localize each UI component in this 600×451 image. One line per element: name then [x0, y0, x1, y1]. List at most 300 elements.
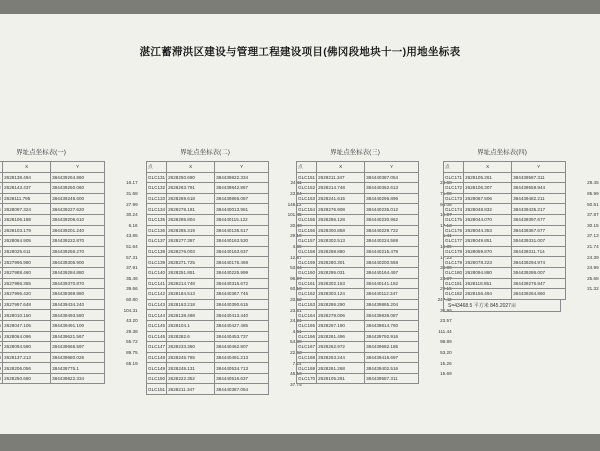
distance-cell: 35.46 — [105, 273, 139, 284]
y-coordinate-cell: 384439208.610 — [51, 214, 105, 225]
x-coordinate-cell: 2628303.124 — [317, 289, 365, 300]
x-coordinate-cell: 2628048.832 — [464, 204, 512, 215]
distance-cell: 38.89 — [419, 262, 453, 273]
distance-cell: 16.39 — [419, 241, 453, 252]
y-coordinate-cell: 384439331.007 — [512, 236, 566, 247]
distance-cell: 16.17 — [105, 178, 139, 189]
distance-cell: 7.14 — [269, 358, 303, 369]
table-title: 界址点坐标表(四) — [477, 149, 527, 156]
y-coordinate-cell: 384440534.713 — [215, 363, 269, 374]
y-coordinate-cell: 384440135.517 — [215, 225, 269, 236]
point-id-cell: GLC155 — [297, 214, 317, 225]
distance-cell: 50.51 — [566, 199, 600, 210]
distance-cell: 30.24 — [105, 209, 139, 220]
point-id-cell: GLC142 — [147, 289, 167, 300]
x-coordinate-cell: 2628261.268 — [317, 363, 365, 374]
x-coordinate-cell: 2628285.319 — [167, 225, 215, 236]
x-coordinate-cell: 2628280.301 — [317, 257, 365, 268]
point-id-cell: GLC166 — [297, 331, 317, 342]
y-coordinate-cell: 384439482.211 — [512, 193, 566, 204]
y-coordinate-cell: 384439227.620 — [51, 204, 105, 215]
point-id-cell: GLC158 — [297, 246, 317, 257]
point-id-cell: GLC157 — [297, 236, 317, 247]
distance-cell: 15.26 — [419, 358, 453, 369]
coordinate-table-2 — [146, 148, 303, 395]
header-y: Y — [51, 162, 105, 173]
y-coordinate-cell: 384440390.615 — [215, 299, 269, 310]
point-id-cell: GLC169 — [297, 363, 317, 374]
point-id-cell: GLC138 — [147, 246, 167, 257]
y-coordinate-cell: 384439264.860 — [51, 172, 105, 183]
x-coordinate-cell: 2628106.188 — [3, 214, 51, 225]
distance-cell: 25.68 — [566, 273, 600, 284]
distance-cell: 17.23 — [419, 252, 453, 263]
y-coordinate-cell: 384440215.478 — [365, 246, 419, 257]
point-id-cell: GLC151 — [147, 384, 167, 395]
y-coordinate-cell: 384439587.311 — [512, 172, 566, 183]
point-id-cell: GLC134 — [147, 204, 167, 215]
distance-cell: 24.11 — [269, 178, 303, 189]
distance-cell: 51.64 — [105, 241, 139, 252]
point-id-cell: GLC152 — [297, 183, 317, 194]
distance-cell: 29.38 — [105, 326, 139, 337]
distance-cell: 104.31 — [105, 305, 139, 316]
y-coordinate-cell: 384440462.807 — [215, 342, 269, 353]
y-coordinate-cell: 384439402.516 — [365, 363, 419, 374]
y-coordinate-cell: 384439370.870 — [51, 278, 105, 289]
x-coordinate-cell: 2627986.355 — [3, 278, 51, 289]
x-coordinate-cell: 2628064.096 — [3, 331, 51, 342]
x-coordinate-cell: 2628248.131 — [167, 363, 215, 374]
point-id-cell: GLC132 — [147, 183, 167, 194]
x-coordinate-cell: 2628143.437 — [3, 183, 51, 194]
x-coordinate-cell: 2628279.006 — [317, 310, 365, 321]
distance-cell: 24.37 — [419, 273, 453, 284]
y-coordinate-cell: 384440413.440 — [215, 310, 269, 321]
x-coordinate-cell: 2628094.580 — [3, 342, 51, 353]
header-x: X — [167, 162, 215, 173]
y-coordinate-cell: 384439792.916 — [365, 331, 419, 342]
distance-cell — [566, 167, 600, 178]
coordinate-table-3 — [296, 148, 453, 384]
x-coordinate-cell: 2628302.513 — [317, 236, 365, 247]
header-x: X — [317, 162, 365, 173]
point-id-cell: GLC139 — [147, 257, 167, 268]
y-coordinate-cell: 384439558.944 — [512, 183, 566, 194]
x-coordinate-cell: 2628262.972 — [317, 342, 365, 353]
point-id-cell: GLC151 — [297, 172, 317, 183]
x-coordinate-cell: 2628138.494 — [3, 172, 51, 183]
distance-cell: 24.21 — [269, 315, 303, 326]
y-coordinate-cell: 384439294.974 — [512, 257, 566, 268]
distance-cell: 20.40 — [269, 220, 303, 231]
distance-cell: 37.87 — [566, 209, 600, 220]
x-coordinate-cell: 2628250.680 — [3, 373, 51, 384]
y-coordinate-cell: 384439311.714 — [512, 246, 566, 257]
distance-cell: 43.85 — [105, 231, 139, 242]
y-coordinate-cell: 384440491.213 — [215, 352, 269, 363]
x-coordinate-cell: 2628078.223 — [464, 257, 512, 268]
y-coordinate-cell: 384440200.558 — [365, 257, 419, 268]
y-coordinate-cell: 384439416.697 — [365, 352, 419, 363]
distance-cell: 37.13 — [566, 231, 600, 242]
point-id-cell: GLC148 — [147, 352, 167, 363]
y-coordinate-cell: 384439680.026 — [51, 352, 105, 363]
y-coordinate-cell: 384439814.760 — [365, 320, 419, 331]
point-id-cell: GLC159 — [297, 257, 317, 268]
x-coordinate-cell: 2628288.880 — [317, 246, 365, 257]
y-coordinate-cell: 384440115.122 — [215, 214, 269, 225]
distance-cell: 30.99 — [419, 305, 453, 316]
distance-cell: 23.57 — [419, 315, 453, 326]
y-coordinate-cell: 384439250.060 — [51, 183, 105, 194]
point-id-cell: GLC161 — [297, 278, 317, 289]
y-coordinate-cell: 384439305.900 — [51, 257, 105, 268]
distance-cell: 23.51 — [269, 305, 303, 316]
x-coordinate-cell: 2628103.179 — [3, 225, 51, 236]
y-coordinate-cell: 384440453.737 — [215, 331, 269, 342]
point-id-cell: GLC146 — [147, 331, 167, 342]
point-id-cell: GLC144 — [147, 310, 167, 321]
point-id-cell: GLC172 — [444, 183, 464, 194]
x-coordinate-cell: 2628251.851 — [167, 267, 215, 278]
x-coordinate-cell: 2628267.190 — [317, 320, 365, 331]
document-title: 湛江蓄滞洪区建设与管理工程建设项目(佛冈段地块十一)用地坐标表 — [139, 46, 461, 58]
x-coordinate-cell: 2628163.218 — [167, 299, 215, 310]
x-coordinate-cell: 2628118.851 — [464, 278, 512, 289]
y-coordinate-cell: 384440163.530 — [215, 236, 269, 247]
point-id-cell: GLC150 — [147, 373, 167, 384]
distance-cell: 27.99 — [105, 199, 139, 210]
distance-cell: 37.91 — [105, 262, 139, 273]
point-id-cell: GLC141 — [147, 278, 167, 289]
y-coordinate-cell: 384440141.182 — [365, 278, 419, 289]
y-coordinate-cell: 384439842.867 — [215, 183, 269, 194]
header-point: 点 — [444, 162, 464, 173]
x-coordinate-cell: 2628271.725 — [167, 257, 215, 268]
point-id-cell: GLC165 — [297, 320, 317, 331]
area-summary: S=43468.5 平方米 845.2027亩 — [443, 300, 561, 312]
distance-cell: 22.63 — [269, 347, 303, 358]
distance-cell: 30.15 — [566, 220, 600, 231]
x-coordinate-cell: 2628184.513 — [167, 289, 215, 300]
distance-cell — [105, 368, 139, 379]
x-coordinate-cell: 2628064.905 — [3, 236, 51, 247]
x-coordinate-cell: 2628282.6 — [167, 331, 215, 342]
y-coordinate-cell: 384440367.745 — [215, 289, 269, 300]
distance-cell: 54.39 — [269, 337, 303, 348]
distance-cell: 247.42 — [419, 294, 453, 305]
point-id-cell: GLC156 — [297, 225, 317, 236]
coordinate-grid — [0, 161, 139, 384]
x-coordinate-cell: 2628067.506 — [464, 193, 512, 204]
distance-cell: 57.31 — [105, 252, 139, 263]
x-coordinate-cell: 2628233.360 — [167, 342, 215, 353]
y-coordinate-cell: 384439621.567 — [51, 331, 105, 342]
distance-cell: 53.20 — [419, 347, 453, 358]
point-id-cell: GLC133 — [147, 193, 167, 204]
point-id-cell: GLC168 — [297, 352, 317, 363]
point-id-cell: GLC154 — [297, 204, 317, 215]
x-coordinate-cell: 2628277.387 — [167, 236, 215, 247]
coordinate-grid — [146, 161, 303, 395]
y-coordinate-cell: 384440164.497 — [365, 267, 419, 278]
y-coordinate-cell: 384439666.597 — [51, 342, 105, 353]
x-coordinate-cell: 2628214.748 — [167, 278, 215, 289]
y-coordinate-cell: 384439822.334 — [215, 172, 269, 183]
y-coordinate-cell: 384440315.672 — [215, 278, 269, 289]
x-coordinate-cell: 2628138.498 — [167, 310, 215, 321]
header-y: Y — [512, 162, 566, 173]
point-id-cell: GLC160 — [297, 267, 317, 278]
x-coordinate-cell: 2628278.181 — [167, 204, 215, 215]
y-coordinate-cell: 384440387.054 — [215, 384, 269, 395]
point-id-cell: GLC149 — [147, 363, 167, 374]
x-coordinate-cell: 2628263.244 — [317, 352, 365, 363]
distance-cell: 6.16 — [105, 220, 139, 231]
point-id-cell: GLC179 — [444, 257, 464, 268]
x-coordinate-cell: 2628156.494 — [464, 289, 512, 300]
y-coordinate-cell: 384440516.637 — [215, 373, 269, 384]
point-id-cell: GLC176 — [444, 225, 464, 236]
distance-cell: 29.15 — [419, 284, 453, 295]
x-coordinate-cell: 2628286.128 — [317, 214, 365, 225]
point-id-cell: GLC178 — [444, 246, 464, 257]
distance-cell: 24.68 — [419, 178, 453, 189]
y-coordinate-cell: 384440296.896 — [365, 193, 419, 204]
point-id-cell: GLC180 — [444, 267, 464, 278]
point-id-cell: GLC167 — [297, 342, 317, 353]
distance-cell: 46.18 — [269, 368, 303, 379]
distance-cell: 53.44 — [269, 262, 303, 273]
x-coordinate-cell: 2628302.153 — [317, 278, 365, 289]
distance-cell: 71.00 — [419, 188, 453, 199]
x-coordinate-cell: 2627996.980 — [3, 257, 51, 268]
y-coordinate-cell: 384440013.951 — [215, 204, 269, 215]
y-coordinate-cell: 384439201.240 — [51, 225, 105, 236]
y-coordinate-cell: 384439866.087 — [215, 193, 269, 204]
y-coordinate-cell: 384439367.677 — [512, 225, 566, 236]
x-coordinate-cell: 2628049.851 — [464, 236, 512, 247]
x-coordinate-cell: 2628286.290 — [317, 299, 365, 310]
header-y: Y — [365, 162, 419, 173]
distance-cell: 23.94 — [269, 188, 303, 199]
x-coordinate-cell: 2628206.056 — [3, 363, 51, 374]
point-id-cell: GLC171 — [444, 172, 464, 183]
point-id-cell: GLC173 — [444, 193, 464, 204]
y-coordinate-cell: 384440387.054 — [365, 172, 419, 183]
y-coordinate-cell: 384439682.186 — [365, 342, 419, 353]
distance-cell: 89.75 — [105, 347, 139, 358]
y-coordinate-cell: 384439276.847 — [512, 278, 566, 289]
point-id-cell: GLC162 — [297, 289, 317, 300]
table-title: 界址点坐标表(二) — [180, 149, 230, 156]
x-coordinate-cell: 2628106.307 — [464, 183, 512, 194]
distance-cell: 24.39 — [566, 252, 600, 263]
x-coordinate-cell: 2628222.352 — [167, 373, 215, 384]
x-coordinate-cell: 2628241.615 — [317, 193, 365, 204]
coordinate-table-4 — [443, 148, 600, 312]
y-coordinate-cell: 384439822.334 — [51, 373, 105, 384]
distance-cell: 17.13 — [419, 220, 453, 231]
y-coordinate-cell: 384440224.569 — [365, 236, 419, 247]
y-coordinate-cell: 384440176.469 — [215, 257, 269, 268]
y-coordinate-cell: 384440112.347 — [365, 289, 419, 300]
distance-cell: 24.99 — [566, 262, 600, 273]
x-coordinate-cell: 2628285.804 — [167, 214, 215, 225]
distance-cell: 29.10 — [269, 231, 303, 242]
y-coordinate-cell: 384440230.962 — [365, 214, 419, 225]
x-coordinate-cell: 2627988.460 — [3, 267, 51, 278]
coordinate-grid — [296, 161, 453, 384]
point-id-cell: GLC136 — [147, 225, 167, 236]
distance-cell: 5.41 — [419, 231, 453, 242]
x-coordinate-cell: 2628025.611 — [3, 246, 51, 257]
point-id-cell: GLC153 — [297, 193, 317, 204]
x-coordinate-cell: 2628276.003 — [167, 246, 215, 257]
y-coordinate-cell: 384440427.485 — [215, 320, 269, 331]
distance-cell: 21.74 — [566, 241, 600, 252]
x-coordinate-cell: 2627997.648 — [3, 299, 51, 310]
x-coordinate-cell: 2628261.496 — [317, 331, 365, 342]
distance-cell: 33.52 — [269, 294, 303, 305]
y-coordinate-cell: 384439286.007 — [512, 267, 566, 278]
distance-cell: 96.97 — [269, 273, 303, 284]
table-title: 界址点坐标表(三) — [330, 149, 380, 156]
x-coordinate-cell: 2628137.213 — [3, 352, 51, 363]
point-id-cell: GLC143 — [147, 299, 167, 310]
distance-cell: 37.75 — [269, 379, 303, 390]
distance-cell: 55.72 — [105, 337, 139, 348]
x-coordinate-cell: 2628214.748 — [317, 183, 365, 194]
x-coordinate-cell: 2628047.105 — [3, 320, 51, 331]
distance-cell: 148.12 — [269, 199, 303, 210]
x-coordinate-cell: 2628295.031 — [317, 267, 365, 278]
distance-cell: 28.45 — [566, 178, 600, 189]
header-x: X — [3, 162, 51, 173]
distance-cell: 15.69 — [419, 368, 453, 379]
y-coordinate-cell: 384440229.722 — [365, 225, 419, 236]
distance-cell: 10.07 — [419, 209, 453, 220]
x-coordinate-cell: 2628111.795 — [3, 193, 51, 204]
distance-cell: 101.45 — [269, 209, 303, 220]
table-row — [444, 289, 600, 300]
table-row — [0, 373, 139, 384]
x-coordinate-cell: 2628300.858 — [317, 225, 365, 236]
x-coordinate-cell: 2628044.070 — [464, 214, 512, 225]
distance-cell: 65.19 — [105, 358, 139, 369]
x-coordinate-cell: 2628269.618 — [167, 193, 215, 204]
x-coordinate-cell: 2627995.420 — [3, 289, 51, 300]
x-coordinate-cell: 2628094.880 — [464, 267, 512, 278]
x-coordinate-cell: 2628104.1 — [167, 320, 215, 331]
distance-cell: 98.06 — [419, 199, 453, 210]
y-coordinate-cell: 384439434.240 — [51, 299, 105, 310]
coordinate-table-1 — [0, 148, 139, 384]
point-id-cell: GLC170 — [297, 373, 317, 384]
y-coordinate-cell: 384439369.880 — [51, 289, 105, 300]
header-x: X — [464, 162, 512, 173]
point-id-cell: GLC164 — [297, 310, 317, 321]
y-coordinate-cell: 384439284.880 — [51, 267, 105, 278]
table-row — [297, 373, 453, 384]
distance-cell: 111.44 — [419, 326, 453, 337]
point-id-cell: GLC181 — [444, 278, 464, 289]
point-id-cell: GLC137 — [147, 236, 167, 247]
distance-cell: 43.20 — [105, 315, 139, 326]
x-coordinate-cell: 2628276.908 — [317, 204, 365, 215]
point-id-cell: GLC174 — [444, 204, 464, 215]
table-title: 界址点坐标表(一) — [16, 149, 66, 156]
distance-cell — [105, 167, 139, 178]
point-id-cell: GLC182 — [444, 289, 464, 300]
y-coordinate-cell: 384439493.580 — [51, 310, 105, 321]
x-coordinate-cell: 2628097.324 — [3, 204, 51, 215]
point-id-cell: GLC140 — [147, 267, 167, 278]
y-coordinate-cell: 384439865.204 — [365, 299, 419, 310]
header-point: 点 — [297, 162, 317, 173]
header-point: 点 — [147, 162, 167, 173]
y-coordinate-cell: 384440163.637 — [215, 246, 269, 257]
x-coordinate-cell: 2628250.680 — [167, 172, 215, 183]
y-coordinate-cell: 384439587.311 — [365, 373, 419, 384]
distance-cell: 4.51 — [269, 326, 303, 337]
point-id-cell: GLC177 — [444, 236, 464, 247]
point-id-cell: GLC175 — [444, 214, 464, 225]
y-coordinate-cell: 384439397.677 — [512, 214, 566, 225]
y-coordinate-cell: 384439248.600 — [51, 193, 105, 204]
document-sheet — [0, 14, 600, 434]
distance-cell: 31.68 — [105, 188, 139, 199]
y-coordinate-cell: 384440362.613 — [365, 183, 419, 194]
point-id-cell: GLC147 — [147, 342, 167, 353]
y-coordinate-cell: 384439775.1 — [51, 363, 105, 374]
point-id-cell: GLC145 — [147, 320, 167, 331]
x-coordinate-cell: 2628211.347 — [317, 172, 365, 183]
y-coordinate-cell: 384440235.012 — [365, 204, 419, 215]
coordinate-grid — [443, 161, 600, 300]
distance-cell: 98.89 — [419, 337, 453, 348]
x-coordinate-cell: 2628059.870 — [464, 246, 512, 257]
distance-cell: 60.80 — [105, 294, 139, 305]
y-coordinate-cell: 384440225.999 — [215, 267, 269, 278]
x-coordinate-cell: 2628263.791 — [167, 183, 215, 194]
x-coordinate-cell: 2628010.150 — [3, 310, 51, 321]
header-y: Y — [215, 162, 269, 173]
point-id-cell: GLC163 — [297, 299, 317, 310]
x-coordinate-cell: 2628105.261 — [464, 172, 512, 183]
y-coordinate-cell: 384439256.270 — [51, 246, 105, 257]
point-id-cell: GLC135 — [147, 214, 167, 225]
x-coordinate-cell: 2628105.261 — [317, 373, 365, 384]
x-coordinate-cell: 2628211.347 — [167, 384, 215, 395]
point-id-cell: GLC131 — [147, 172, 167, 183]
y-coordinate-cell: 384439264.860 — [512, 289, 566, 300]
y-coordinate-cell: 384439222.870 — [51, 236, 105, 247]
x-coordinate-cell: 2628044.353 — [464, 225, 512, 236]
distance-cell: 39.66 — [105, 284, 139, 295]
distance-cell: 12.87 — [269, 252, 303, 263]
x-coordinate-cell: 2628245.765 — [167, 352, 215, 363]
distance-cell: 85.99 — [566, 188, 600, 199]
y-coordinate-cell: 384439835.087 — [365, 310, 419, 321]
distance-cell: 21.32 — [566, 284, 600, 295]
distance-cell: 4.68 — [269, 241, 303, 252]
y-coordinate-cell: 384439435.217 — [512, 204, 566, 215]
table-row — [147, 384, 303, 395]
distance-cell: 60.16 — [269, 284, 303, 295]
y-coordinate-cell: 384439491.100 — [51, 320, 105, 331]
